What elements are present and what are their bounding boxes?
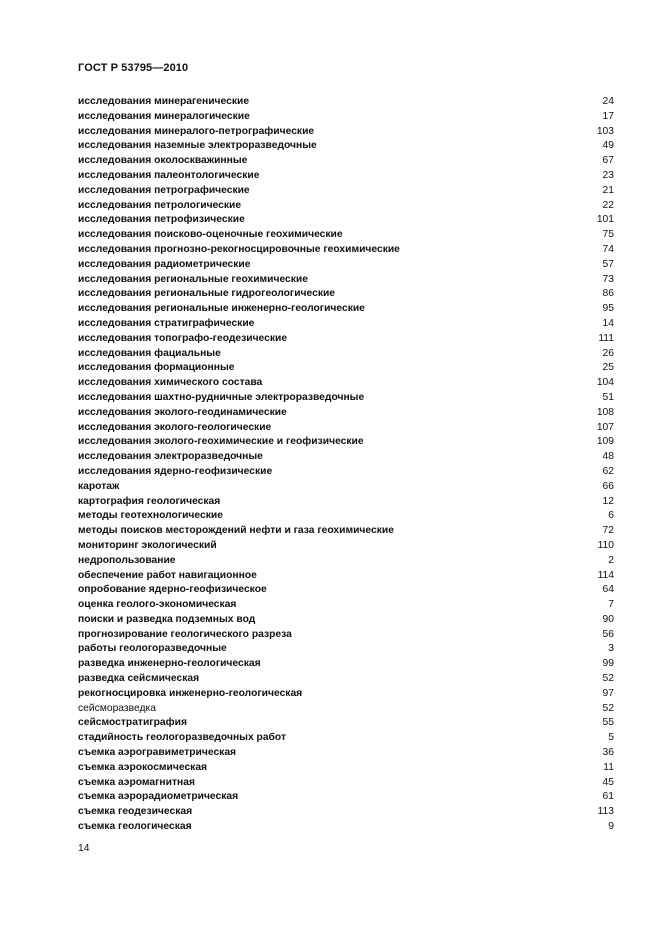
index-entry [78, 820, 614, 835]
index-term: разведка инженерно-геологическая [78, 658, 261, 670]
index-page-number: 5 [608, 732, 614, 744]
index-term: поиски и разведка подземных вод [78, 613, 256, 625]
index-page-number: 64 [602, 584, 614, 596]
index-page-number: 72 [602, 525, 614, 537]
index-entry [78, 598, 614, 613]
index-page-number: 26 [602, 347, 614, 359]
index-entry [78, 657, 614, 672]
index-entry [78, 139, 614, 154]
index-term: исследования петрографические [78, 184, 250, 196]
index-term: сейсморазведка [78, 702, 156, 714]
index-page-number: 97 [602, 687, 614, 699]
index-page-number: 108 [596, 406, 614, 418]
index-page-number: 114 [597, 569, 614, 581]
index-entry [78, 169, 614, 184]
index-term: исследования прогнозно-рекогносцировочные геохимические [78, 243, 400, 255]
index-term: исследования стратиграфические [78, 317, 255, 329]
index-page-number: 95 [602, 303, 614, 315]
index-term: исследования околоскважинные [78, 155, 248, 167]
index-term: исследования эколого-геодинамические [78, 406, 287, 418]
index-page-number: 57 [602, 258, 614, 270]
index-term: исследования электроразведочные [78, 451, 263, 463]
index-entry [78, 687, 614, 702]
index-page-number: 104 [596, 377, 614, 389]
index-term: исследования радиометрические [78, 258, 251, 270]
index-page-number: 21 [602, 184, 614, 196]
index-entry [78, 702, 614, 717]
index-term: исследования петрофизические [78, 214, 245, 226]
index-page-number: 2 [608, 554, 614, 566]
index-page-number: 66 [602, 480, 614, 492]
index-page-number: 7 [608, 599, 614, 611]
index-entry [78, 376, 614, 391]
index-term: стадийность геологоразведочных работ [78, 732, 286, 744]
index-entry [78, 672, 614, 687]
index-term: исследования топографо-геодезические [78, 332, 288, 344]
index-page-number: 52 [602, 702, 614, 714]
index-entry [78, 361, 614, 376]
index-term: оценка геолого-экономическая [78, 599, 237, 611]
index-page-number: 24 [602, 96, 614, 107]
index-entry [78, 790, 614, 805]
index-page-number: 113 [597, 806, 614, 818]
index-term: исследования региональные геохимические [78, 273, 308, 285]
index-entry [78, 716, 614, 731]
index-term: исследования ядерно-геофизические [78, 465, 273, 477]
index-term: обеспечение работ навигационное [78, 569, 257, 581]
index-entry [78, 450, 614, 465]
index-page-number: 25 [602, 362, 614, 374]
index-entry [78, 509, 614, 524]
index-entry [78, 199, 614, 214]
index-page-number: 99 [602, 658, 614, 670]
index-page-number: 56 [602, 628, 614, 640]
index-entry [78, 228, 614, 243]
index-term: съемка аэрокосмическая [78, 761, 208, 773]
index-entry [78, 495, 614, 510]
index-page-number: 17 [602, 110, 614, 122]
index-term: исследования минералогические [78, 110, 250, 122]
index-entry [78, 628, 614, 643]
index-entry [78, 347, 614, 362]
index-term: сейсмостратиграфия [78, 717, 187, 729]
index-entry [78, 583, 614, 598]
index-entry [78, 642, 614, 657]
index-page-number: 103 [596, 125, 614, 137]
index-entry [78, 746, 614, 761]
index-entry [78, 761, 614, 776]
index-page-number: 62 [602, 465, 614, 477]
index-page-number: 51 [602, 391, 614, 403]
index-entry [78, 332, 614, 347]
index-entry [78, 731, 614, 746]
index-term: исследования минералого-петрографические [78, 125, 315, 137]
index-term: разведка сейсмическая [78, 673, 200, 685]
index-entry [78, 110, 614, 125]
index-entry [78, 406, 614, 421]
index-entry [78, 776, 614, 791]
index-page-number: 6 [608, 510, 614, 522]
index-term: исследования фациальные [78, 347, 221, 359]
index-page-number: 14 [602, 317, 614, 329]
index-term: исследования наземные электроразведочные [78, 140, 317, 152]
index-page-number: 36 [602, 747, 614, 759]
index-entry [78, 317, 614, 332]
index-page-number: 73 [602, 273, 614, 285]
page-number: 14 [78, 843, 90, 854]
index-term: съемка геодезическая [78, 806, 193, 818]
index-page-number: 75 [602, 229, 614, 241]
index-page-number: 55 [602, 717, 614, 729]
index-term: недропользование [78, 554, 176, 566]
index-term: исследования петрологические [78, 199, 242, 211]
index-term: методы геотехнологические [78, 510, 223, 522]
index-entry [78, 184, 614, 199]
index-term: работы геологоразведочные [78, 643, 227, 655]
index-entry [78, 125, 614, 140]
index-term: исследования формационные [78, 362, 235, 374]
index-page-number: 101 [596, 214, 614, 226]
alphabetical-index-list [78, 95, 614, 835]
index-page-number: 49 [602, 140, 614, 152]
index-term: исследования эколого-геохимические и геофизические [78, 436, 364, 448]
index-term: исследования эколого-геологические [78, 421, 272, 433]
index-page-number: 22 [602, 199, 614, 211]
index-page-number: 61 [602, 791, 614, 803]
index-term: исследования палеонтологические [78, 169, 260, 181]
document-header: ГОСТ Р 53795—2010 [78, 62, 189, 74]
index-entry [78, 569, 614, 584]
index-page-number: 3 [608, 643, 614, 655]
index-term: съемка аэромагнитная [78, 776, 195, 788]
index-page-number: 52 [602, 673, 614, 685]
index-entry [78, 524, 614, 539]
index-page-number: 12 [602, 495, 614, 507]
index-entry [78, 287, 614, 302]
index-entry [78, 243, 614, 258]
index-term: мониторинг экологический [78, 539, 217, 551]
index-page-number: 11 [603, 761, 614, 773]
index-term: съемка геологическая [78, 821, 192, 833]
index-term: исследования региональные инженерно-геологические [78, 303, 365, 315]
index-term: исследования поисково-оценочные геохимические [78, 229, 343, 241]
index-entry [78, 391, 614, 406]
index-entry [78, 539, 614, 554]
index-entry [78, 273, 614, 288]
index-term: методы поисков месторождений нефти и газа геохимические [78, 525, 394, 537]
index-term: исследования региональные гидрогеологические [78, 288, 336, 300]
index-entry [78, 480, 614, 495]
index-page-number: 45 [602, 776, 614, 788]
index-entry [78, 805, 614, 820]
index-term: прогнозирование геологического разреза [78, 628, 292, 640]
index-entry [78, 613, 614, 628]
index-entry [78, 154, 614, 169]
index-page-number: 110 [597, 539, 614, 551]
index-page-number: 48 [602, 451, 614, 463]
index-page-number: 67 [602, 155, 614, 167]
index-entry [78, 213, 614, 228]
index-page-number: 111 [598, 332, 614, 344]
index-entry [78, 95, 614, 110]
index-term: съемка аэрогравиметрическая [78, 747, 237, 759]
index-entry [78, 435, 614, 450]
index-entry [78, 421, 614, 436]
index-term: каротаж [78, 480, 120, 492]
index-entry [78, 465, 614, 480]
index-entry [78, 554, 614, 569]
index-page-number: 90 [602, 613, 614, 625]
index-page-number: 109 [596, 436, 614, 448]
index-entry [78, 258, 614, 273]
index-page-number: 86 [602, 288, 614, 300]
index-term: съемка аэрорадиометрическая [78, 791, 239, 803]
index-term: исследования шахтно-рудничные электроразведочные [78, 391, 365, 403]
index-term: исследования минерагенические [78, 96, 250, 107]
index-page-number: 107 [596, 421, 614, 433]
index-page-number: 74 [602, 243, 614, 255]
index-term: опробование ядерно-геофизическое [78, 584, 267, 596]
index-term: исследования химического состава [78, 377, 263, 389]
index-term: рекогносцировка инженерно-геологическая [78, 687, 303, 699]
index-page-number: 23 [602, 169, 614, 181]
index-page-number: 9 [608, 821, 614, 833]
index-term: картография геологическая [78, 495, 221, 507]
index-entry [78, 302, 614, 317]
